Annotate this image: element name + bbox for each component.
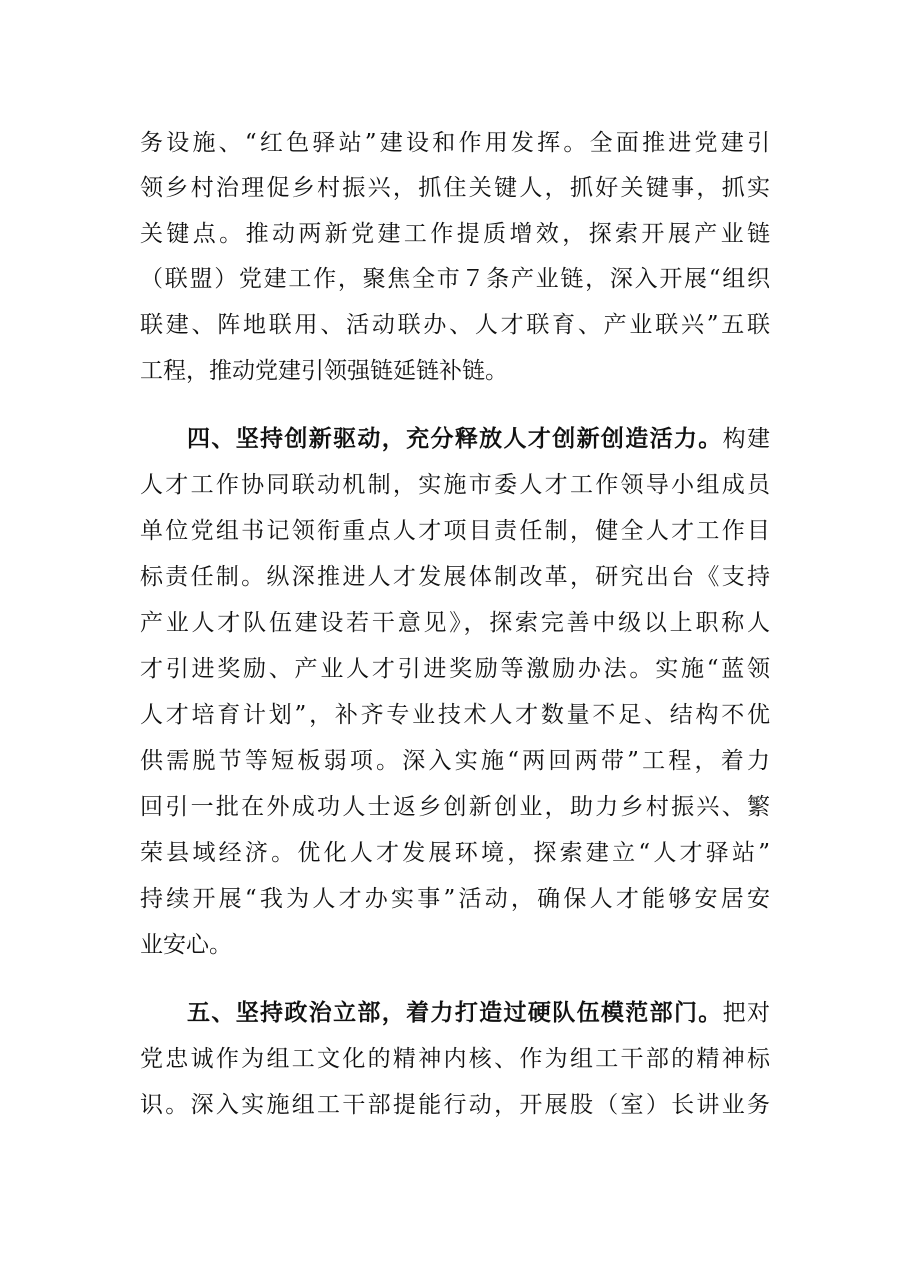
text-line: 才引进奖励、产业人才引进奖励等激励办法。实施“蓝领 [140, 656, 770, 682]
text-line: 人才工作协同联动机制，实施市委人才工作领导小组成员 [140, 472, 770, 498]
section-5-heading: 五、坚持政治立部，着力打造过硬队伍模范部门。 [187, 1000, 723, 1026]
text-line: 标责任制。纵深推进人才发展体制改革，研究出台《支持 [140, 564, 770, 590]
text-line: 单位党组书记领衔重点人才项目责任制，健全人才工作目 [140, 518, 770, 544]
text-line: 荣县域经济。优化人才发展环境，探索建立“人才驿站” [140, 840, 770, 866]
text-line: 业安心。 [140, 932, 232, 958]
section-5-first-line-rest: 把对 [722, 1000, 771, 1026]
text-line: 供需脱节等短板弱项。深入实施“两回两带”工程，着力 [140, 748, 770, 774]
section-4-heading: 四、坚持创新驱动，充分释放人才创新创造活力。 [187, 426, 723, 452]
text-line: 回引一批在外成功人士返乡创新创业，助力乡村振兴、繁 [140, 794, 770, 820]
section-5-first-line [187, 993, 770, 1033]
text-line: 领乡村治理促乡村振兴，抓住关键人，抓好关键事，抓实 [140, 175, 770, 201]
text-line: 党忠诚作为组工文化的精神内核、作为组工干部的精神标 [140, 1046, 770, 1072]
text-line: 工程，推动党建引领强链延链补链。 [140, 358, 508, 384]
text-line: 关键点。推动两新党建工作提质增效，探索开展产业链 [140, 221, 770, 247]
section-4-first-line-rest: 构建 [722, 426, 771, 452]
section-4-first-line [187, 419, 770, 459]
text-line: 人才培育计划”，补齐专业技术人才数量不足、结构不优 [140, 702, 770, 728]
text-line: （联盟）党建工作，聚焦全市７条产业链，深入开展“组织 [140, 266, 770, 292]
text-line: 联建、阵地联用、活动联办、人才联育、产业联兴”五联 [140, 312, 770, 338]
text-line: 产业人才队伍建设若干意见》，探索完善中级以上职称人 [140, 610, 770, 636]
text-line: 持续开展“我为人才办实事”活动，确保人才能够安居安 [140, 886, 770, 912]
text-line: 识。深入实施组工干部提能行动，开展股（室）长讲业务 [140, 1092, 770, 1118]
text-line: 务设施、“红色驿站”建设和作用发挥。全面推进党建引 [140, 130, 770, 156]
